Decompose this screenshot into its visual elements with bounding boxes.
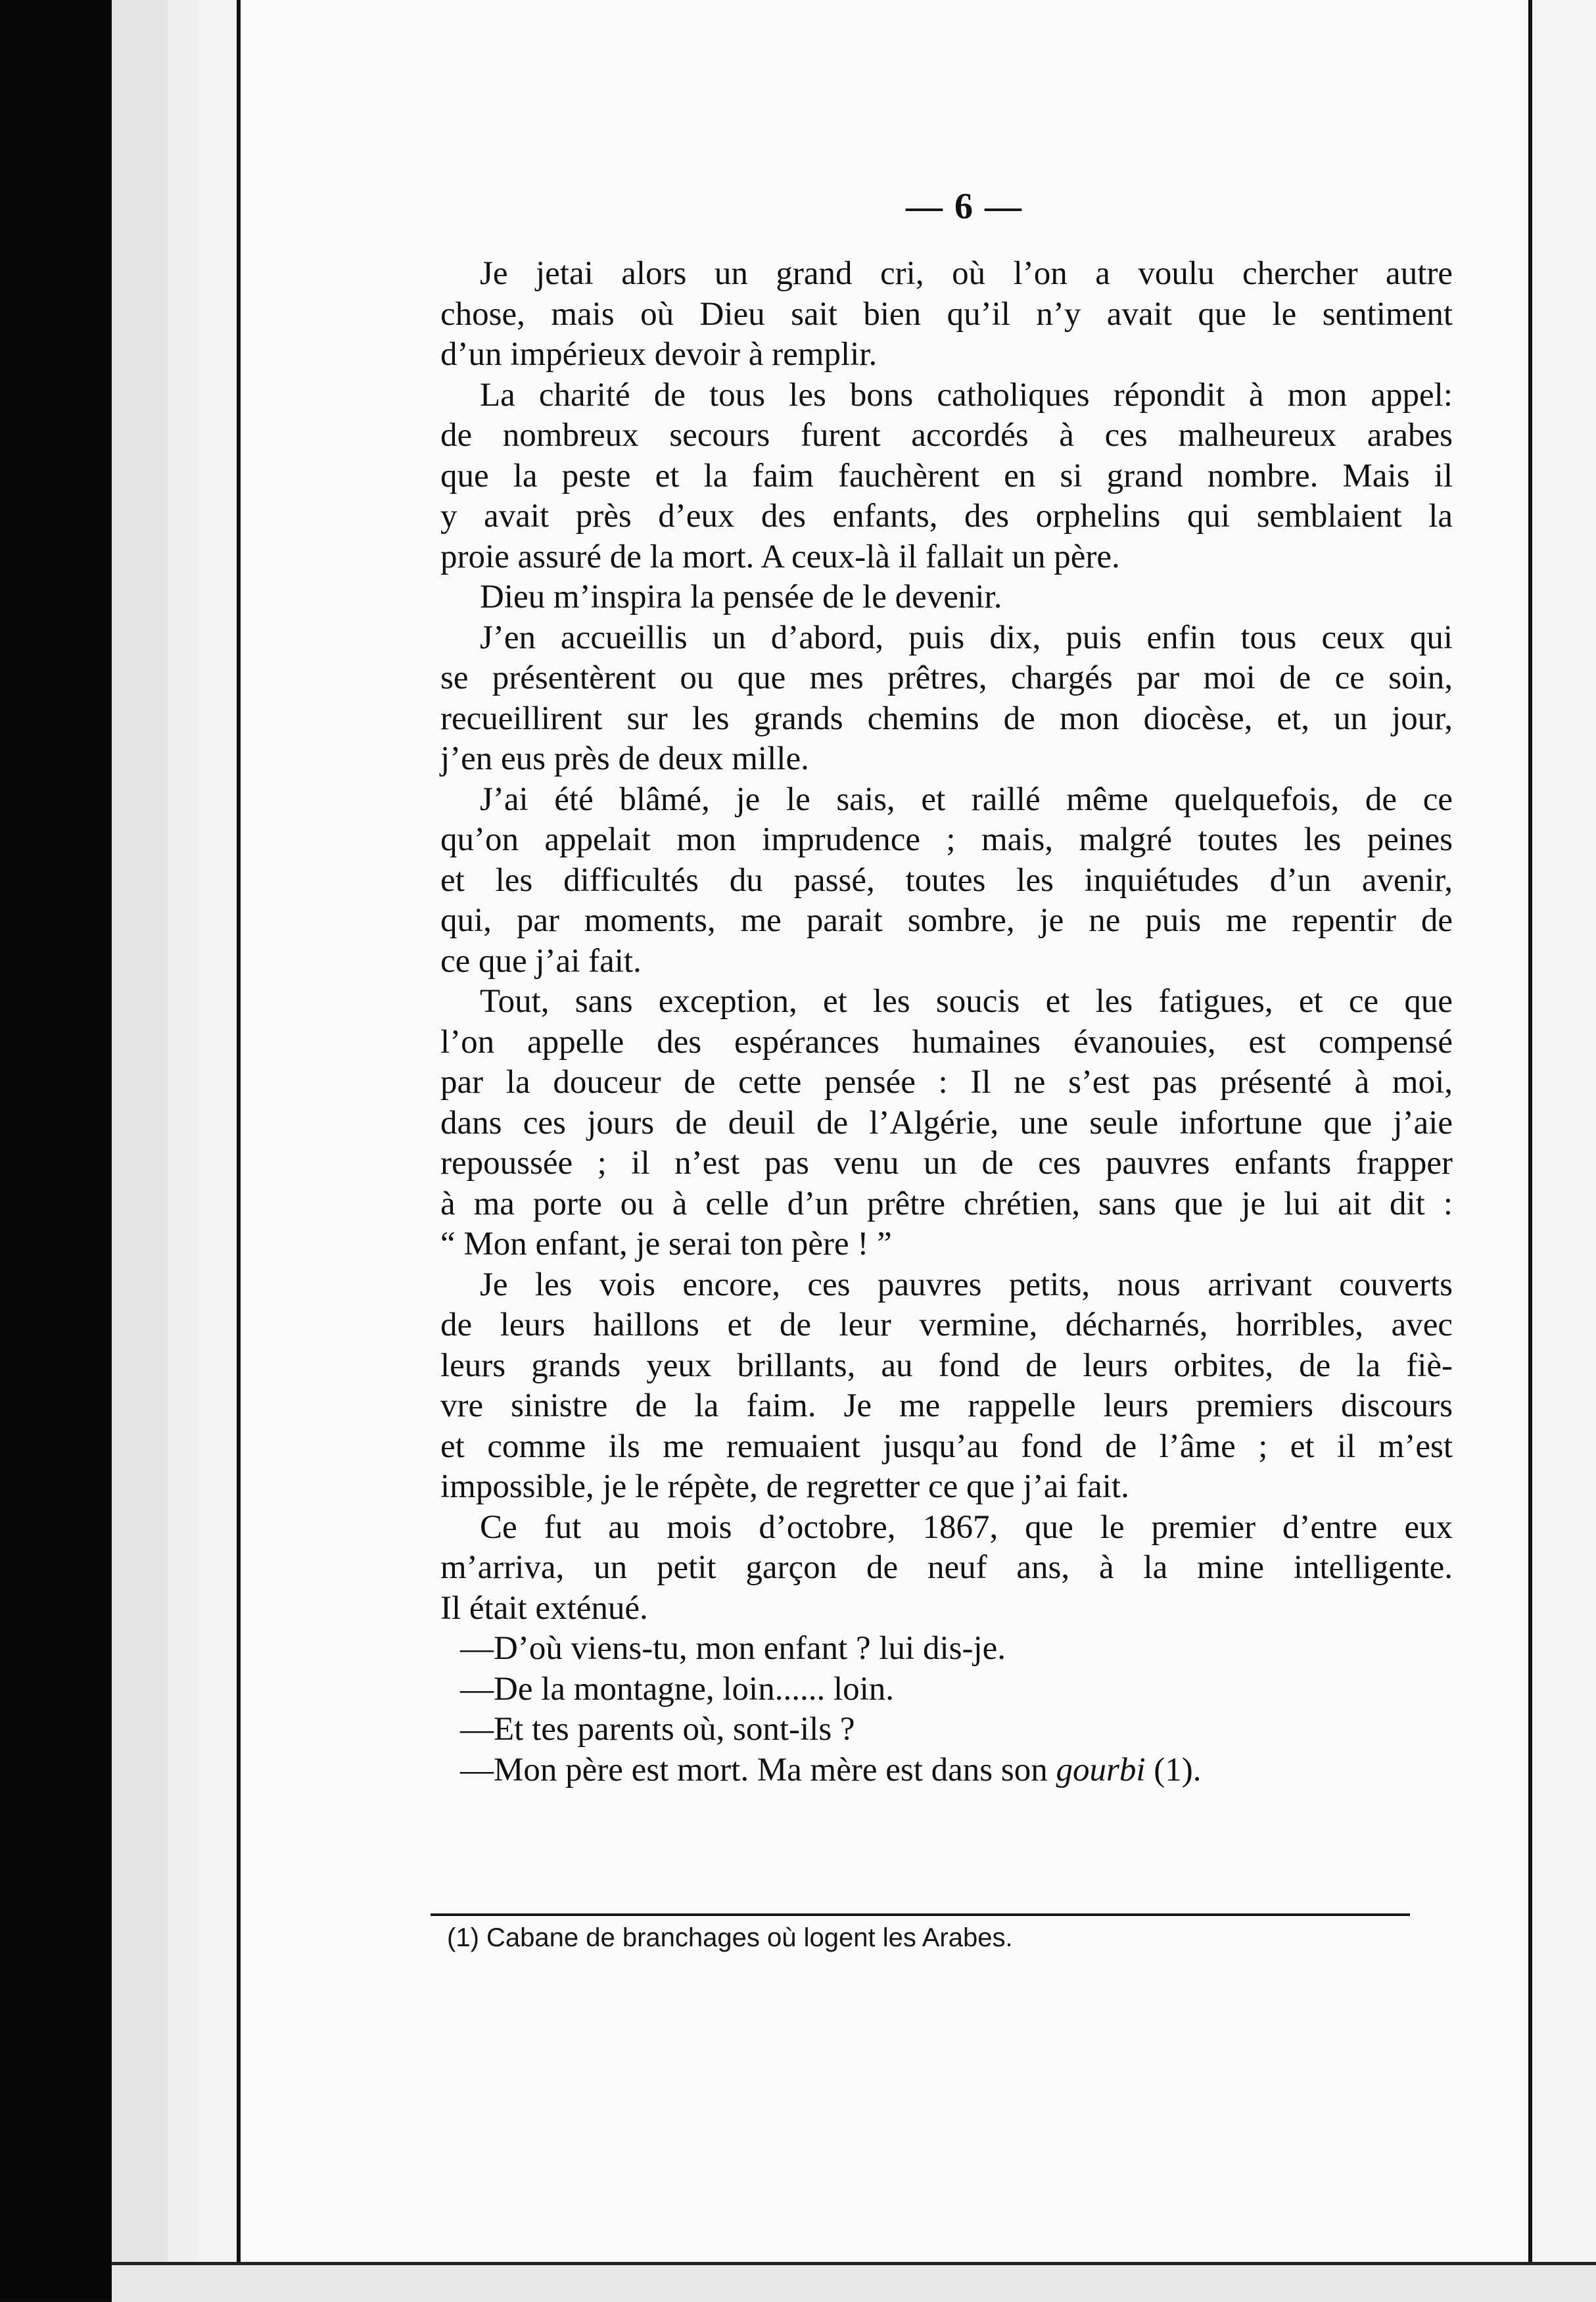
text-line: La charité de tous les bons catholiques répondit à mon appel: [480,376,1453,414]
text-line: Dieu m’inspira la pensée de le devenir. [480,579,1002,615]
scanner-background [0,0,115,2299]
text-line: de leurs haillons et de leur vermine, décharnés, horribles, avec [440,1307,1453,1343]
text-line: à ma porte ou à celle d’un prêtre chrétien, sans que je lui ait dit : [440,1185,1453,1222]
footnote-reference: (1). [1145,1751,1202,1788]
text-line: vre sinistre de la faim. Je me rappelle leurs premiers discours [440,1387,1453,1424]
text-line: de nombreux secours furent accordés à ces malheureux arabes [440,417,1453,454]
text-line: leurs grands yeux brillants, au fond de leurs orbites, de la fiè- [440,1347,1453,1384]
text-line: et comme ils me remuaient jusqu’au fond de l’âme ; et il m’est [440,1427,1453,1465]
text-line: que la peste et la faim fauchèrent en si grand nombre. Mais il [440,457,1453,494]
italic-word: gourbi [1056,1751,1146,1788]
text-line: Ce fut au mois d’octobre, 1867, que le premier d’entre eux [480,1508,1453,1546]
text-line: chose, mais où Dieu sait bien qu’il n’y avait que le sentiment [440,295,1453,333]
text-line: “ Mon enfant, je serai ton père ! ” [440,1226,892,1262]
text-line: Il était exténué. [440,1589,648,1627]
text-line: dans ces jours de deuil de l’Algérie, une seule infortune que j’aie [440,1104,1453,1141]
text-line: impossible, je le répète, de regretter ce que j’ai fait. [440,1468,1129,1505]
dialogue-text: —Mon père est mort. Ma mère est dans son [460,1751,1056,1788]
text-line: recueillirent sur les grands chemins de mon diocèse, et, un jour, [440,700,1453,737]
text-line: Tout, sans exception, et les soucis et les fatigues, et ce que [480,983,1453,1020]
text-line: l’on appelle des espérances humaines évanouies, est compensé [440,1023,1453,1061]
text-line: proie assuré de la mort. A ceux-là il fallait un père. [440,538,1120,575]
page-number: — 6 — [906,186,1023,227]
text-line: et les difficultés du passé, toutes les inquiétudes d’un avenir, [440,861,1453,899]
text-line: qui, par moments, me parait sombre, je ne puis me repentir de [440,902,1453,939]
facing-page-edge [1528,0,1596,2299]
page-bottom-edge [112,2262,1596,2302]
body-text [440,254,1453,1790]
dialogue-line: —D’où viens-tu, mon enfant ? lui dis-je. [460,1630,1006,1667]
dialogue-line-final [440,1750,1453,1791]
text-line: Je les vois encore, ces pauvres petits, nous arrivant couverts [480,1266,1453,1303]
footnote: (1) Cabane de branchages où logent les Arabes. [447,1923,1013,1952]
text-line: y avait près d’eux des enfants, des orphelins qui semblaient la [440,498,1453,535]
text-line: d’un impérieux devoir à remplir. [440,336,878,373]
text-line: repoussée ; il n’est pas venu un de ces pauvres enfants frapper [440,1145,1453,1182]
text-line: ce que j’ai fait. [440,942,642,980]
dialogue-line: —De la montagne, loin...... loin. [460,1670,895,1708]
text-line: par la douceur de cette pensée : Il ne s’est pas présenté à moi, [440,1064,1453,1101]
text-line: m’arriva, un petit garçon de neuf ans, à la mine intelligente. [440,1549,1453,1586]
footnote-divider [431,1913,1410,1916]
text-line: J’ai été blâmé, je le sais, et raillé même quelquefois, de ce [480,780,1453,818]
text-line: J’en accueillis un d’abord, puis dix, puis enfin tous ceux qui [480,619,1453,656]
dialogue-line: —Et tes parents où, sont-ils ? [460,1711,855,1748]
text-line: qu’on appelait mon imprudence ; mais, malgré toutes les peines [440,821,1453,858]
text-line: se présentèrent ou que mes prêtres, chargés par moi de ce soin, [440,659,1453,696]
text-line: j’en eus près de deux mille. [440,740,809,777]
text-line: Je jetai alors un grand cri, où l’on a voulu chercher autre [480,255,1453,292]
